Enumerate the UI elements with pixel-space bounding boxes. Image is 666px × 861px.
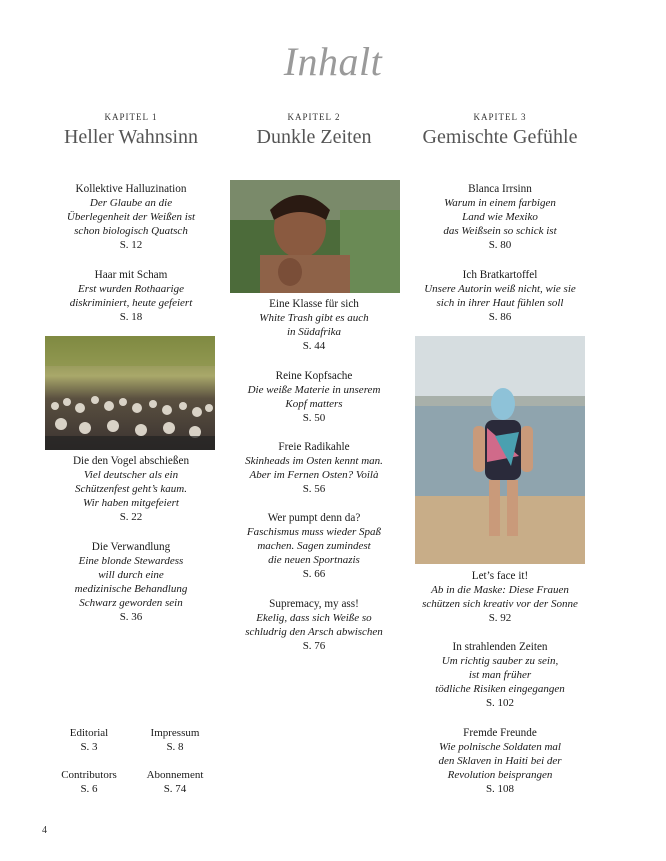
entry-desc: medizinische Behandlung [74, 583, 188, 595]
footer-label: Editorial [69, 727, 109, 739]
entry-page: S. 92 [488, 612, 512, 624]
entry-desc: tödliche Risiken eingegangen [435, 683, 565, 695]
toc-entry[interactable] [402, 640, 598, 710]
entry-desc: Überlegenheit der Weißen ist [66, 211, 196, 223]
entry-desc: Revolution beisprangen [447, 769, 553, 781]
entry-title: Fremde Freunde [463, 727, 537, 739]
toc-entry[interactable] [216, 440, 412, 496]
entry-desc: Die weiße Materie in unserem [247, 384, 381, 396]
entry-desc: Warum in einem farbigen [444, 197, 556, 209]
entry-desc: schludrig den Arsch abwischen [245, 626, 383, 638]
entry-page: S. 102 [485, 697, 515, 709]
entry-desc: das Weißsein so schick ist [443, 225, 557, 237]
entry-page: S. 86 [488, 311, 512, 323]
entry-page: S. 76 [302, 640, 326, 652]
chapter-label: KAPITEL 3 [473, 112, 527, 122]
entry-page: S. 18 [119, 311, 143, 323]
toc-entry[interactable] [216, 297, 412, 353]
footer-label: Abonnement [146, 769, 204, 781]
entry-page: S. 56 [302, 483, 326, 495]
entry-title: Blanca Irrsinn [468, 183, 532, 195]
entry-page: S. 36 [119, 611, 143, 623]
chapter-title: Gemischte Gefühle [422, 126, 578, 148]
entry-desc: Ekelig, dass sich Weiße so [256, 612, 372, 624]
entry-title: In strahlenden Zeiten [452, 641, 548, 653]
entry-desc: Land wie Mexiko [462, 211, 538, 223]
entry-title: Freie Radikahle [278, 441, 350, 453]
toc-entry[interactable] [402, 726, 598, 796]
entry-desc: will durch eine [98, 569, 164, 581]
entry-desc: in Südafrika [286, 326, 342, 338]
footer-label: Impressum [150, 727, 200, 739]
toc-entry[interactable] [216, 369, 412, 425]
entry-desc: ist man früher [468, 669, 532, 681]
entry-title: Ich Bratkartoffel [462, 269, 538, 281]
entry-desc: Kopf matters [285, 398, 343, 410]
entry-desc: Faschismus muss wieder Spaß [246, 526, 382, 538]
footer-page: S. 6 [80, 783, 98, 795]
entry-desc: Wir haben mitgefeiert [83, 497, 179, 509]
toc-entry[interactable] [33, 182, 229, 252]
chapter-label: KAPITEL 1 [104, 112, 158, 122]
entry-page: S. 66 [302, 568, 326, 580]
chapter-2-column [216, 112, 412, 652]
footer-abonnement[interactable] [130, 768, 220, 796]
entry-desc: White Trash gibt es auch [259, 312, 369, 324]
toc-entry[interactable] [402, 268, 598, 324]
entry-desc: Viel deutscher als ein [83, 469, 179, 481]
entry-page: S. 50 [302, 412, 326, 424]
entry-desc: diskriminiert, heute gefeiert [69, 297, 193, 309]
toc-entry[interactable] [402, 569, 598, 625]
entry-title: Haar mit Scham [94, 269, 168, 281]
entry-desc: schon biologisch Quatsch [74, 225, 188, 237]
entry-desc: Aber im Fernen Osten? Voilà [249, 469, 379, 481]
entry-page: S. 12 [119, 239, 143, 251]
entry-desc: Schwarz geworden sein [79, 597, 183, 609]
page-title: Inhalt [283, 39, 383, 84]
entry-desc: Ab in die Maske: Diese Frauen [431, 584, 569, 596]
footer-editorial[interactable] [44, 726, 134, 754]
entry-title: Let’s face it! [471, 570, 529, 582]
chapter-3-column [402, 112, 598, 795]
entry-page: S. 80 [488, 239, 512, 251]
man-portrait-photo [230, 180, 400, 293]
entry-desc: Wie polnische Soldaten mal [439, 741, 561, 753]
entry-title: Supremacy, my ass! [269, 598, 359, 610]
entry-desc: Der Glaube an die [89, 197, 173, 209]
entry-page: S. 22 [119, 511, 143, 523]
chapter-label: KAPITEL 2 [287, 112, 341, 122]
entry-desc: die neuen Sportnazis [268, 554, 360, 566]
entry-title: Die den Vogel abschießen [72, 455, 190, 467]
entry-desc: Um richtig sauber zu sein, [441, 655, 559, 667]
entry-page: S. 44 [302, 340, 326, 352]
toc-entry[interactable] [216, 511, 412, 581]
entry-desc: machen. Sagen zumindest [257, 540, 371, 552]
footer-contributors[interactable] [44, 768, 134, 796]
entry-desc: Schützenfest geht’s kaum. [75, 483, 187, 495]
entry-page: S. 108 [485, 783, 515, 795]
toc-entry[interactable] [216, 597, 412, 653]
chapter-1-column [33, 112, 229, 623]
entry-desc: Eine blonde Stewardess [78, 555, 184, 567]
entry-desc: sich in ihrer Haut fühlen soll [436, 297, 564, 309]
entry-title: Kollektive Halluzination [75, 183, 187, 195]
entry-desc: den Sklaven in Haiti bei der [438, 755, 562, 767]
chapter-title: Heller Wahnsinn [63, 126, 199, 148]
beach-mask-photo [415, 336, 585, 564]
chapter-title: Dunkle Zeiten [256, 126, 372, 148]
entry-title: Eine Klasse für sich [269, 298, 359, 310]
toc-entry[interactable] [402, 182, 598, 252]
toc-entry[interactable] [33, 540, 229, 624]
entry-desc: schützen sich kreativ vor der Sonne [422, 598, 578, 610]
toc-entry[interactable] [33, 268, 229, 324]
entry-title: Die Verwandlung [91, 541, 171, 553]
footer-page: S. 74 [163, 783, 187, 795]
page-number: 4 [42, 825, 47, 836]
toc-entry[interactable] [33, 454, 229, 524]
footer-page: S. 3 [80, 741, 98, 753]
entry-desc: Skinheads im Osten kennt man. [245, 455, 383, 467]
crowd-photo [45, 336, 215, 450]
entry-title: Reine Kopfsache [275, 370, 353, 382]
entry-desc: Unsere Autorin weiß nicht, wie sie [424, 283, 576, 295]
entry-title: Wer pumpt denn da? [267, 512, 361, 524]
footer-page: S. 8 [166, 741, 184, 753]
footer-label: Contributors [61, 769, 117, 781]
entry-desc: Erst wurden Rothaarige [78, 283, 184, 295]
footer-impressum[interactable] [130, 726, 220, 754]
